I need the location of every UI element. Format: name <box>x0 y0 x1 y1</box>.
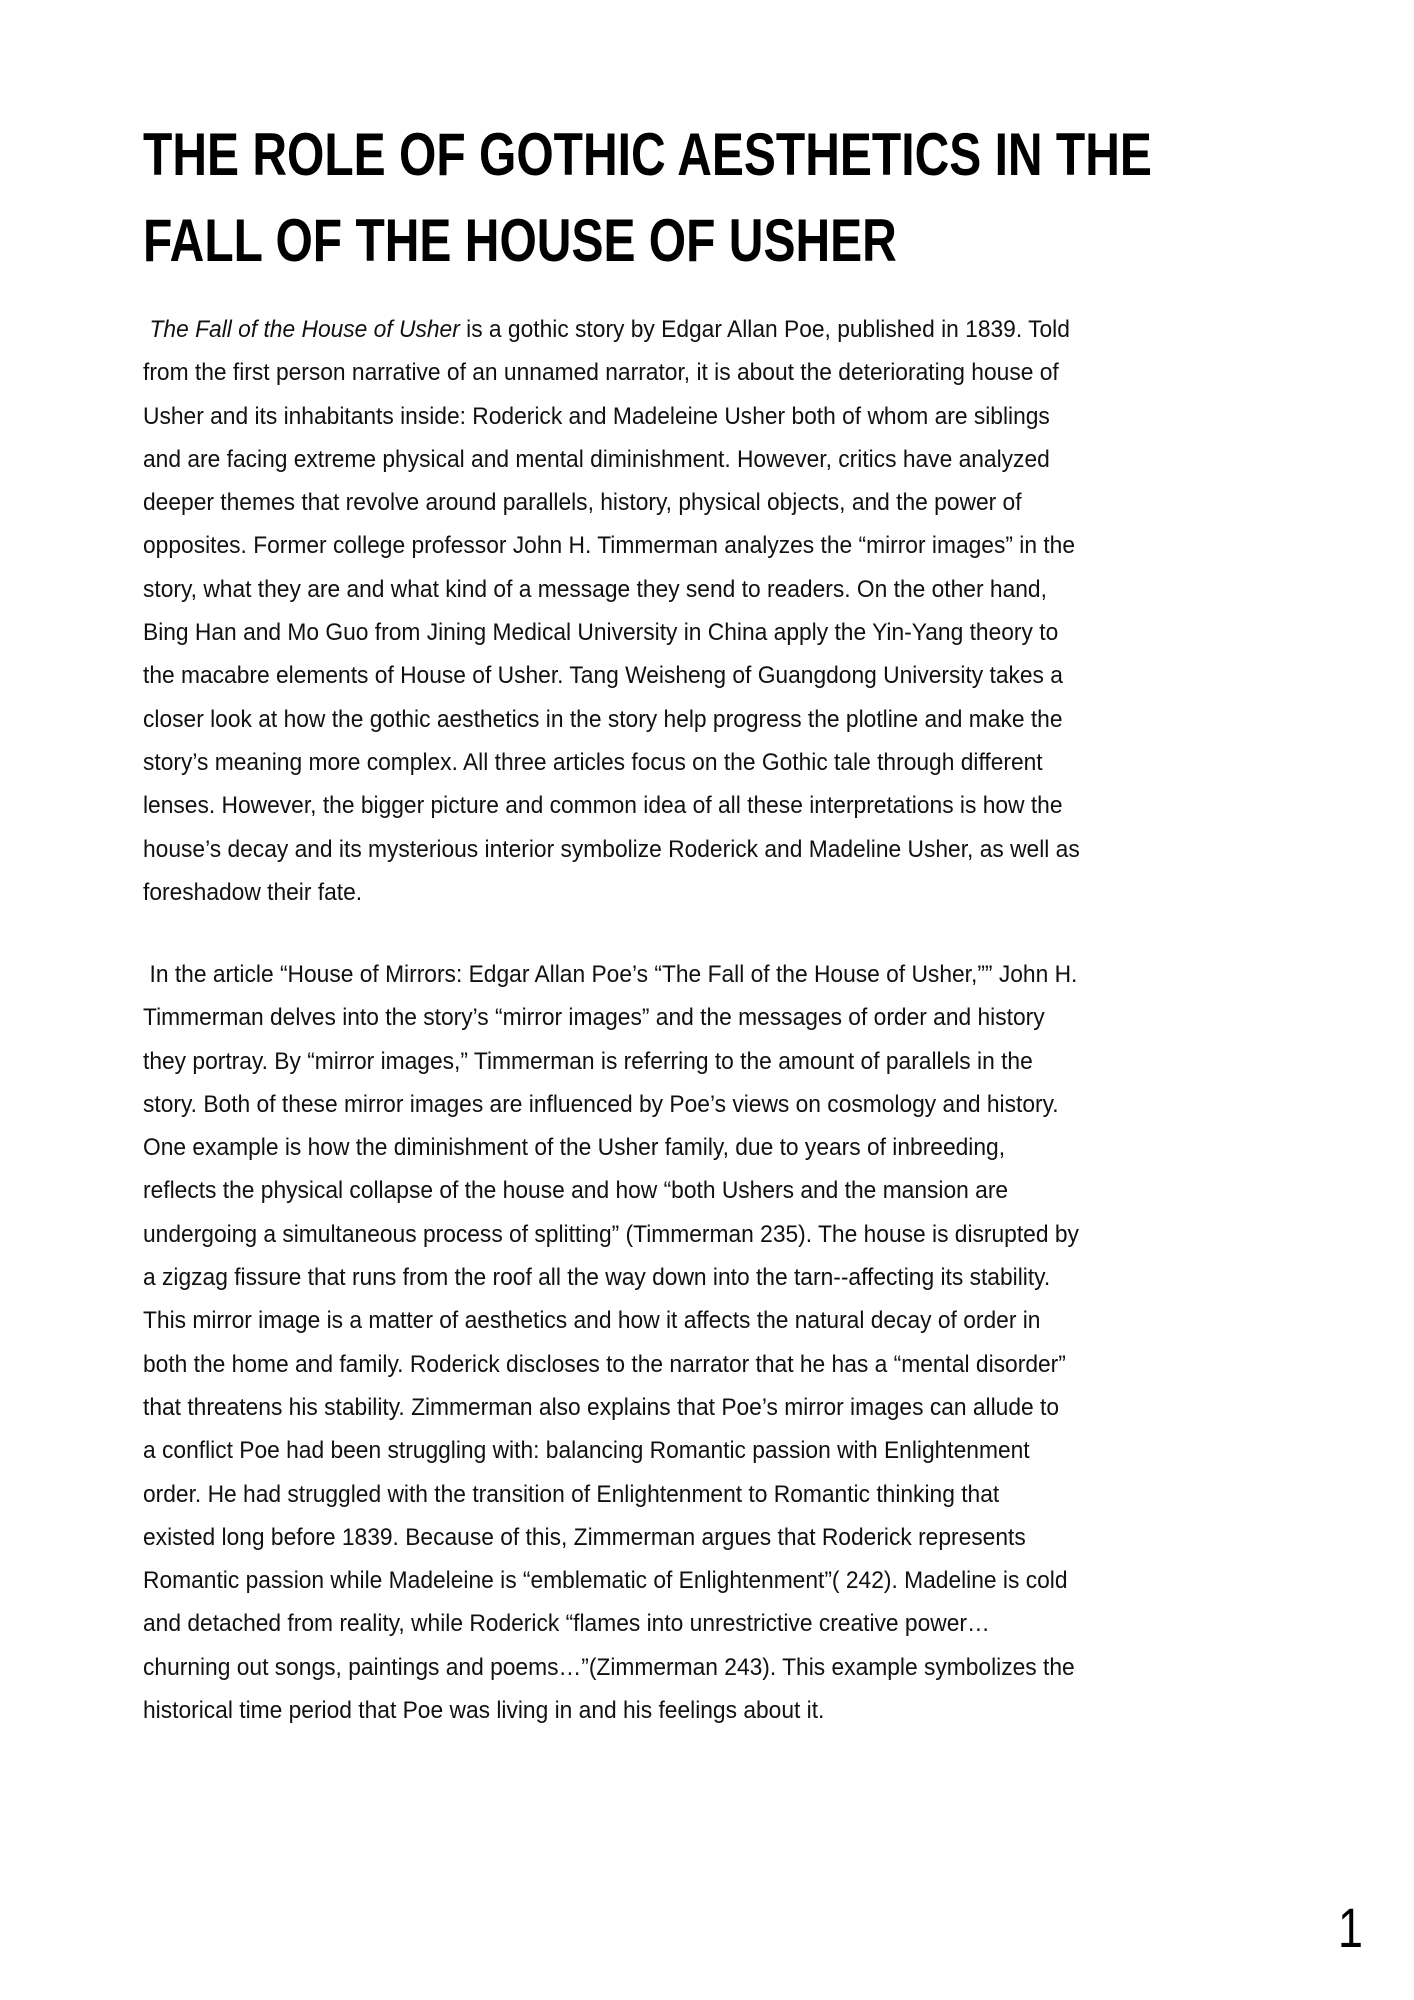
paragraph-line: opposites. Former college professor John H. Timmerman analyzes the “mirror images” in the <box>143 532 1076 560</box>
document-title <box>143 112 1152 284</box>
paragraph-introduction <box>143 308 1150 914</box>
paragraph-line: In the article “House of Mirrors: Edgar Allan Poe’s “The Fall of the House of Usher,”” John H. <box>149 961 1078 988</box>
paragraph-line: churning out songs, paintings and poems…”(Zimmerman 243). This example symbolizes the <box>143 1653 1075 1681</box>
paragraph-line: The Fall of the House of Usher is a gothic story by Edgar Allan Poe, published in 1839. Told <box>149 316 1070 343</box>
paragraph-line: Romantic passion while Madeleine is “emblematic of Enlightenment”( 242). Madeline is cold <box>143 1567 1068 1595</box>
title-line-2: FALL OF THE HOUSE OF USHER <box>143 207 897 274</box>
paragraph-line: house’s decay and its mysterious interior symbolize Roderick and Madeline Usher, as well as <box>143 835 1080 863</box>
paragraph-line: Usher and its inhabitants inside: Roderick and Madeleine Usher both of whom are siblings <box>143 402 1050 430</box>
paragraph-line: a conflict Poe had been struggling with: balancing Romantic passion with Enlightenment <box>143 1437 1030 1465</box>
paragraph-line: foreshadow their fate. <box>143 878 363 906</box>
paragraph-line: story. Both of these mirror images are influenced by Poe’s views on cosmology and history. <box>143 1090 1059 1118</box>
paragraph-line: existed long before 1839. Because of this, Zimmerman argues that Roderick represents <box>143 1523 1026 1551</box>
paragraph-line: the macabre elements of House of Usher. Tang Weisheng of Guangdong University takes a <box>143 662 1063 690</box>
paragraph-line: Bing Han and Mo Guo from Jining Medical University in China apply the Yin-Yang theory to <box>143 619 1059 647</box>
paragraph-line: undergoing a simultaneous process of splitting” (Timmerman 235). The house is disrupted by <box>143 1220 1079 1248</box>
title-line-1: THE ROLE OF GOTHIC AESTHETICS IN THE <box>143 121 1152 188</box>
paragraph-line: both the home and family. Roderick discloses to the narrator that he has a “mental disorder” <box>143 1350 1066 1378</box>
paragraph-line: closer look at how the gothic aesthetics in the story help progress the plotline and make the <box>143 705 1063 733</box>
paragraph-timmerman <box>143 953 1149 1732</box>
paragraph-line: that threatens his stability. Zimmerman also explains that Poe’s mirror images can allude to <box>143 1393 1060 1421</box>
paragraph-line: from the first person narrative of an unnamed narrator, it is about the deteriorating house of <box>143 359 1059 387</box>
paragraph-line: One example is how the diminishment of the Usher family, due to years of inbreeding, <box>143 1134 1006 1162</box>
paragraph-line: lenses. However, the bigger picture and common idea of all these interpretations is how the <box>143 792 1063 820</box>
paragraph-line: they portray. By “mirror images,” Timmerman is referring to the amount of parallels in the <box>143 1047 1033 1075</box>
paragraph-line: story, what they are and what kind of a message they send to readers. On the other hand, <box>143 575 1047 603</box>
paragraph-line: and are facing extreme physical and mental diminishment. However, critics have analyzed <box>143 445 1050 473</box>
paragraph-line: reflects the physical collapse of the house and how “both Ushers and the mansion are <box>143 1177 1009 1205</box>
paragraph-line: deeper themes that revolve around parallels, history, physical objects, and the power of <box>143 489 1022 517</box>
story-title-italic: The Fall of the House of Usher <box>149 316 460 343</box>
paragraph-line: order. He had struggled with the transition of Enlightenment to Romantic thinking that <box>143 1480 1000 1508</box>
paragraph-line: historical time period that Poe was living in and his feelings about it. <box>143 1697 825 1725</box>
paragraph-line: and detached from reality, while Roderick “flames into unrestrictive creative power… <box>143 1610 990 1638</box>
paragraph-line: Timmerman delves into the story’s “mirror images” and the messages of order and history <box>143 1004 1045 1032</box>
paragraph-line: story’s meaning more complex. All three articles focus on the Gothic tale through different <box>143 748 1043 776</box>
page-number: 1 <box>1338 1896 1363 1959</box>
paragraph-line: a zigzag fissure that runs from the roof all the way down into the tarn--affecting its stability. <box>143 1264 1051 1292</box>
paragraph-line: This mirror image is a matter of aesthetics and how it affects the natural decay of order in <box>143 1307 1041 1335</box>
